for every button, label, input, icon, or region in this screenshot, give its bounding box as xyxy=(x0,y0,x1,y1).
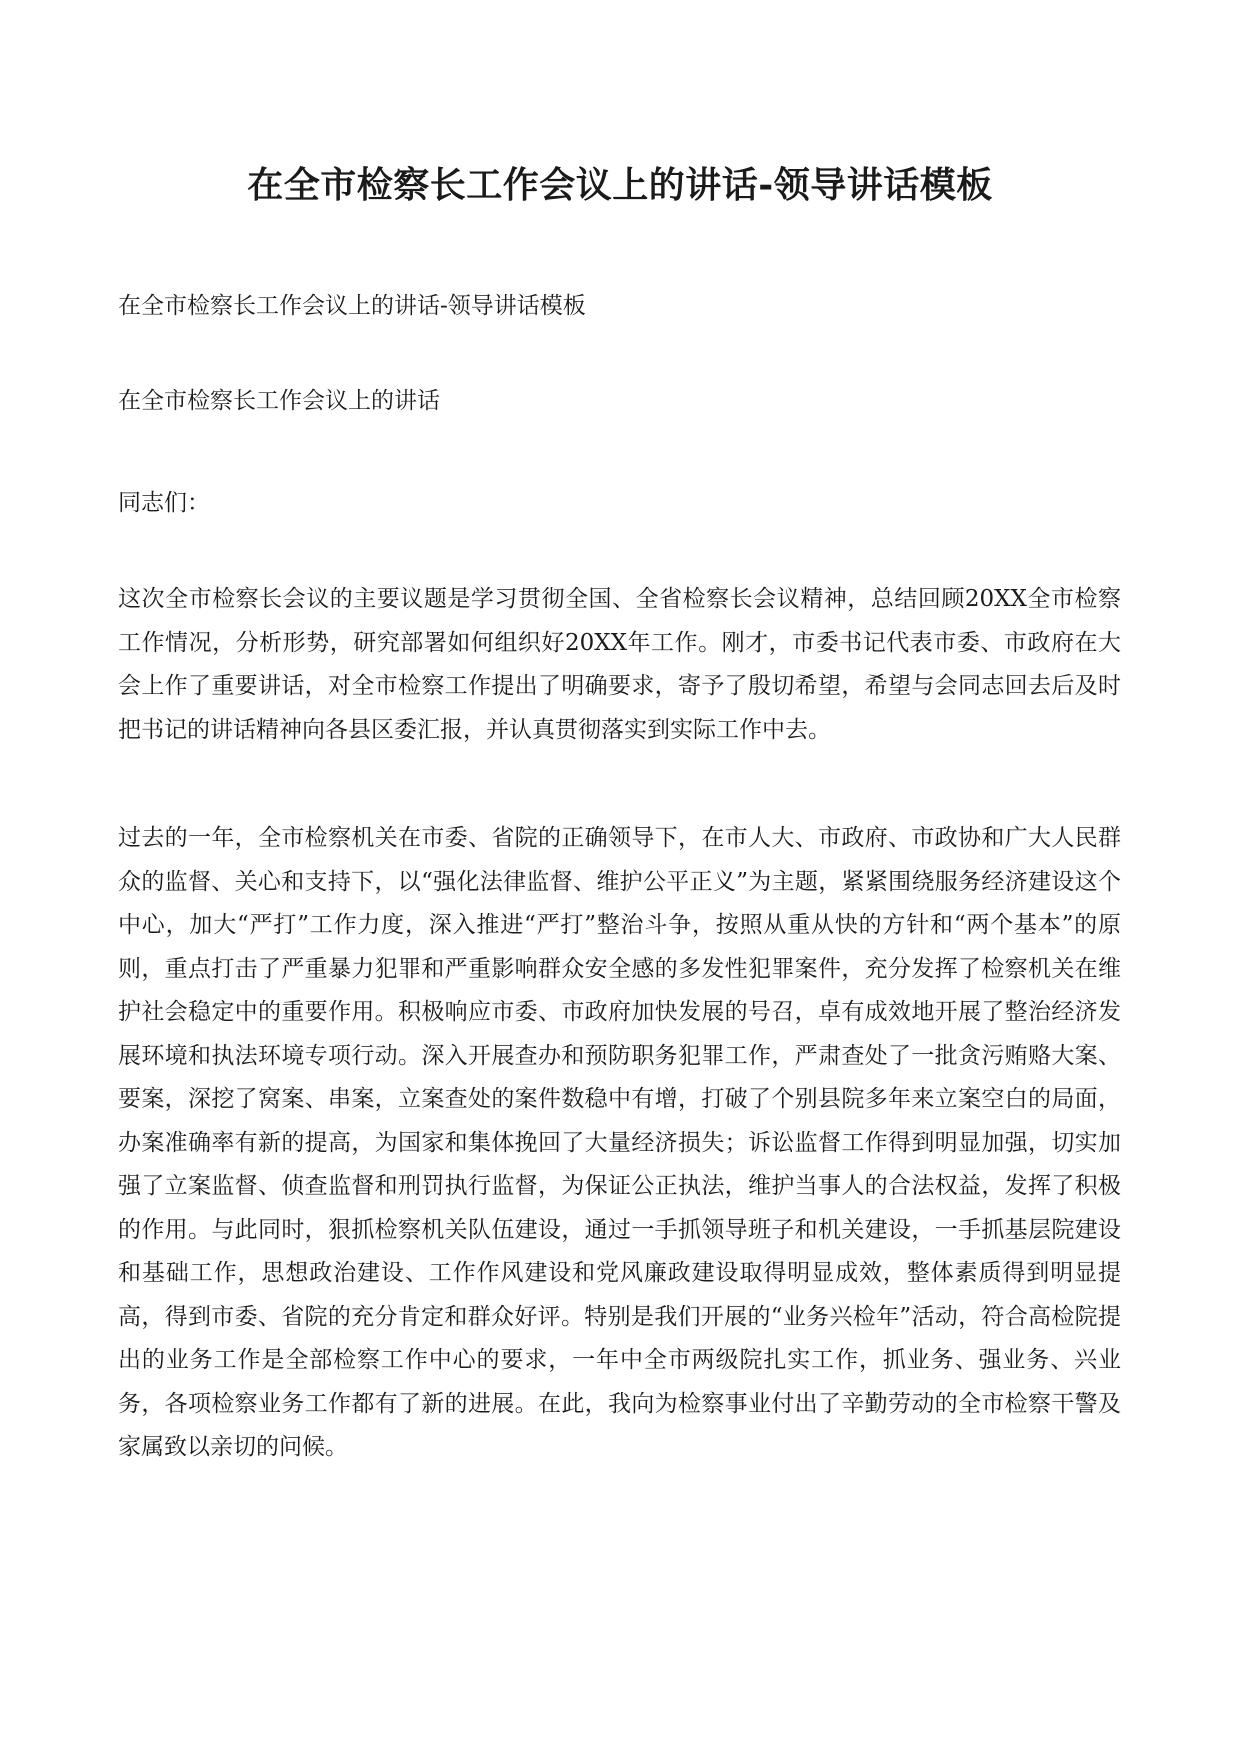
paragraph: 这次全市检察长会议的主要议题是学习贯彻全国、全省检察长会议精神，总结回顾20XX全市检察工作情况，分析形势，研究部署如何组织好20XX年工作。刚才，市委书记代表市委、市政府在大会上作了重要讲话，对全市检察工作提出了明确要求，寄予了殷切希望，希望与会同志回去后及时把书记的讲话精神向各县区委汇报，并认真贯彻落实到实际工作中去。 xyxy=(118,586,1121,743)
speech-heading: 在全市检察长工作会议上的讲话 xyxy=(118,388,440,414)
paragraph: 过去的一年，全市检察机关在市委、省院的正确领导下，在市人大、市政府、市政协和广大人民群众的监督、关心和支持下，以“强化法律监督、维护公平正义”为主题，紧紧围绕服务经济建设这个中心，加大“严打”工作力度，深入推进“严打”整治斗争，按照从重从快的方针和“两个基本”的原则，重点打击了严重暴力犯罪和严重影响群众安全感的多发性犯罪案件，充分发挥了检察机关在维护社会稳定中的重要作用。积极响应市委、市政府加快发展的号召，卓有成效地开展了整治经济发展环境和执法环境专项行动。深入开展查办和预防职务犯罪工作，严肃查处了一批贪污贿赂大案、要案，深挖了窝案、串案，立案查处的案件数稳中有增，打破了个别县院多年来立案空白的局面，办案准确率有新的提高，为国家和集体挽回了大量经济损失；诉讼监督工作得到明显加强，切实加强了立案监督、侦查监督和刑罚执行监督，为保证公正执法，维护当事人的合法权益，发挥了积极的作用。与此同时，狠抓检察机关队伍建设，通过一手抓领导班子和机关建设，一手抓基层院建设和基础工作，思想政治建设、工作作风建设和党风廉政建设取得明显成效，整体素质得到明显提高，得到市委、省院的充分肯定和群众好评。特别是我们开展的“业务兴检年”活动，符合高检院提出的业务工作是全部检察工作中心的要求，一年中全市两级院扎实工作，抓业务、强业务、兴业务，各项检察业务工作都有了新的进展。在此，我向为检察事业付出了辛勤劳动的全市检察干警及家属致以亲切的问候。 xyxy=(118,825,1121,1460)
document-title: 在全市检察长工作会议上的讲话-领导讲话模板 xyxy=(247,164,993,206)
salutation: 同志们： xyxy=(118,490,210,516)
document-subtitle: 在全市检察长工作会议上的讲话-领导讲话模板 xyxy=(118,293,586,319)
